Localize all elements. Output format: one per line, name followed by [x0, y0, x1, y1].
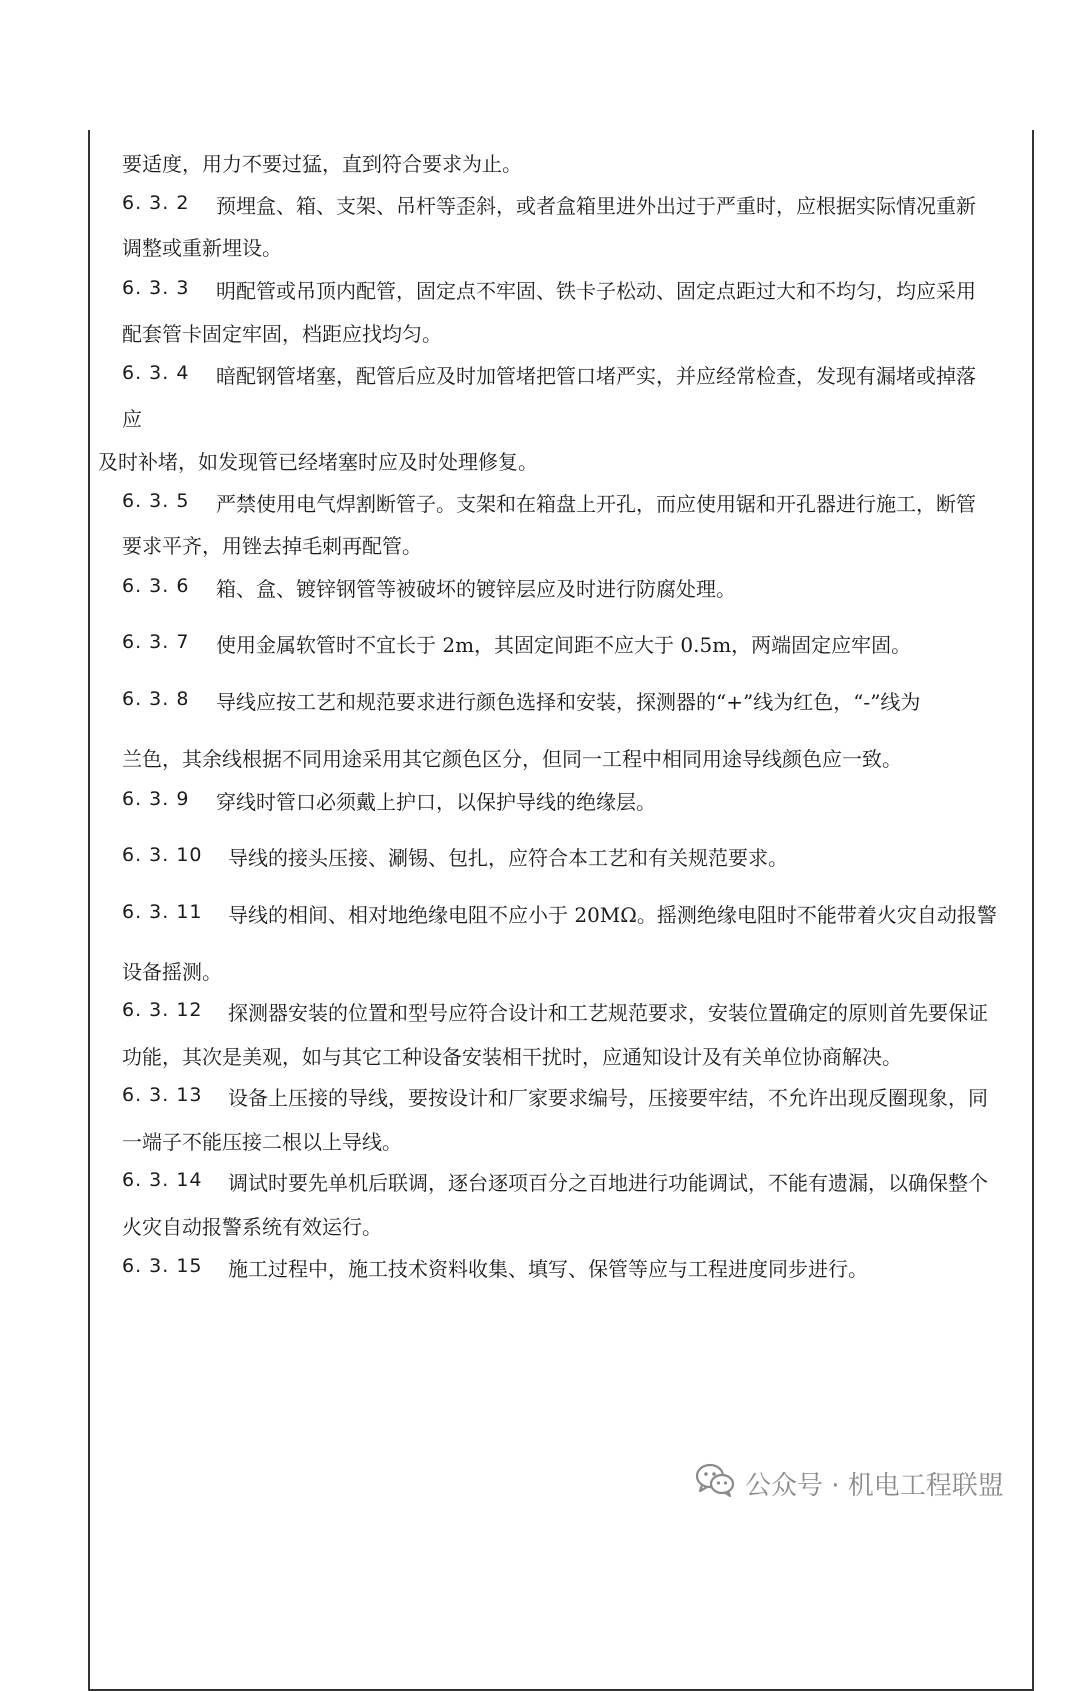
- watermark-text: 公众号 · 机电工程联盟: [745, 1470, 1004, 1501]
- clause-number: 6. 3. 10: [122, 844, 203, 866]
- clause-number: 6. 3. 7: [122, 631, 190, 653]
- clause-text: 箱、盒、镀锌钢管等被破坏的镀锌层应及时进行防腐处理。: [216, 577, 736, 601]
- clause-text: 火灾自动报警系统有效运行。: [122, 1215, 382, 1239]
- clause-text: 兰色，其余线根据不同用途采用其它颜色区分，但同一工程中相同用途导线颜色应一致。: [122, 747, 902, 771]
- clause-number: 6. 3. 13: [122, 1084, 203, 1106]
- clause-text: 一端子不能压接二根以上导线。: [122, 1130, 402, 1154]
- clause-number: 6. 3. 6: [122, 575, 190, 597]
- clause-text: 导线的接头压接、涮锡、包扎，应符合本工艺和有关规范要求。: [228, 846, 788, 870]
- continuation-line: 要适度，用力不要过猛，直到符合要求为止。: [122, 152, 522, 176]
- clause-number: 6. 3. 15: [122, 1255, 203, 1277]
- clause-number: 6. 3. 3: [122, 277, 190, 299]
- clause-number: 6. 3. 14: [122, 1169, 203, 1191]
- clause-text: 施工过程中，施工技术资料收集、填写、保管等应与工程进度同步进行。: [228, 1257, 868, 1281]
- clause-text: 调试时要先单机后联调，逐台逐项百分之百地进行功能调试，不能有遗漏，以确保整个: [228, 1171, 988, 1195]
- clause-text: 应: [122, 407, 142, 431]
- clause-text: 设备摇测。: [122, 960, 222, 984]
- clause-number: 6. 3. 4: [122, 362, 190, 384]
- clause-text: 功能，其次是美观，如与其它工种设备安装相干扰时，应通知设计及有关单位协商解决。: [122, 1045, 902, 1069]
- clause-text: 探测器安装的位置和型号应符合设计和工艺规范要求，安装位置确定的原则首先要保证: [228, 1001, 988, 1025]
- clause-text: 穿线时管口必须戴上护口，以保护导线的绝缘层。: [216, 790, 656, 814]
- clause-text: 导线应按工艺和规范要求进行颜色选择和安装，探测器的“+”线为红色，“-”线为: [216, 690, 921, 714]
- watermark: [695, 1463, 1004, 1503]
- wechat-icon: [695, 1463, 745, 1504]
- clause-text: 使用金属软管时不宜长于 2m，其固定间距不应大于 0.5m，两端固定应牢固。: [216, 633, 912, 657]
- clause-number: 6. 3. 2: [122, 192, 190, 214]
- clause-text: 调整或重新埋设。: [122, 236, 282, 260]
- clause-number: 6. 3. 8: [122, 688, 190, 710]
- clause-text: 严禁使用电气焊割断管子。支架和在箱盘上开孔，而应使用锯和开孔器进行施工，断管: [216, 492, 976, 516]
- clause-number: 6. 3. 12: [122, 999, 203, 1021]
- clause-number: 6. 3. 5: [122, 490, 190, 512]
- clause-number: 6. 3. 9: [122, 788, 190, 810]
- clause-text: 导线的相间、相对地绝缘电阻不应小于 20MΩ。摇测绝缘电阻时不能带着火灾自动报警: [228, 903, 997, 927]
- clause-text: 暗配钢管堵塞，配管后应及时加管堵把管口堵严实，并应经常检查，发现有漏堵或掉落: [216, 364, 976, 388]
- clause-text: 设备上压接的导线，要按设计和厂家要求编号，压接要牢结，不允许出现反圈现象，同: [228, 1086, 988, 1110]
- clause-text: 明配管或吊顶内配管，固定点不牢固、铁卡子松动、固定点距过大和不均匀，均应采用: [216, 279, 976, 303]
- clause-text: 预埋盒、箱、支架、吊杆等歪斜，或者盒箱里进外出过于严重时，应根据实际情况重新: [216, 194, 976, 218]
- clause-text: 配套管卡固定牢固，档距应找均匀。: [122, 322, 442, 346]
- clause-text: 要求平齐，用锉去掉毛刺再配管。: [122, 534, 422, 558]
- clause-number: 6. 3. 11: [122, 901, 203, 923]
- clause-text: 及时补堵，如发现管已经堵塞时应及时处理修复。: [98, 450, 538, 474]
